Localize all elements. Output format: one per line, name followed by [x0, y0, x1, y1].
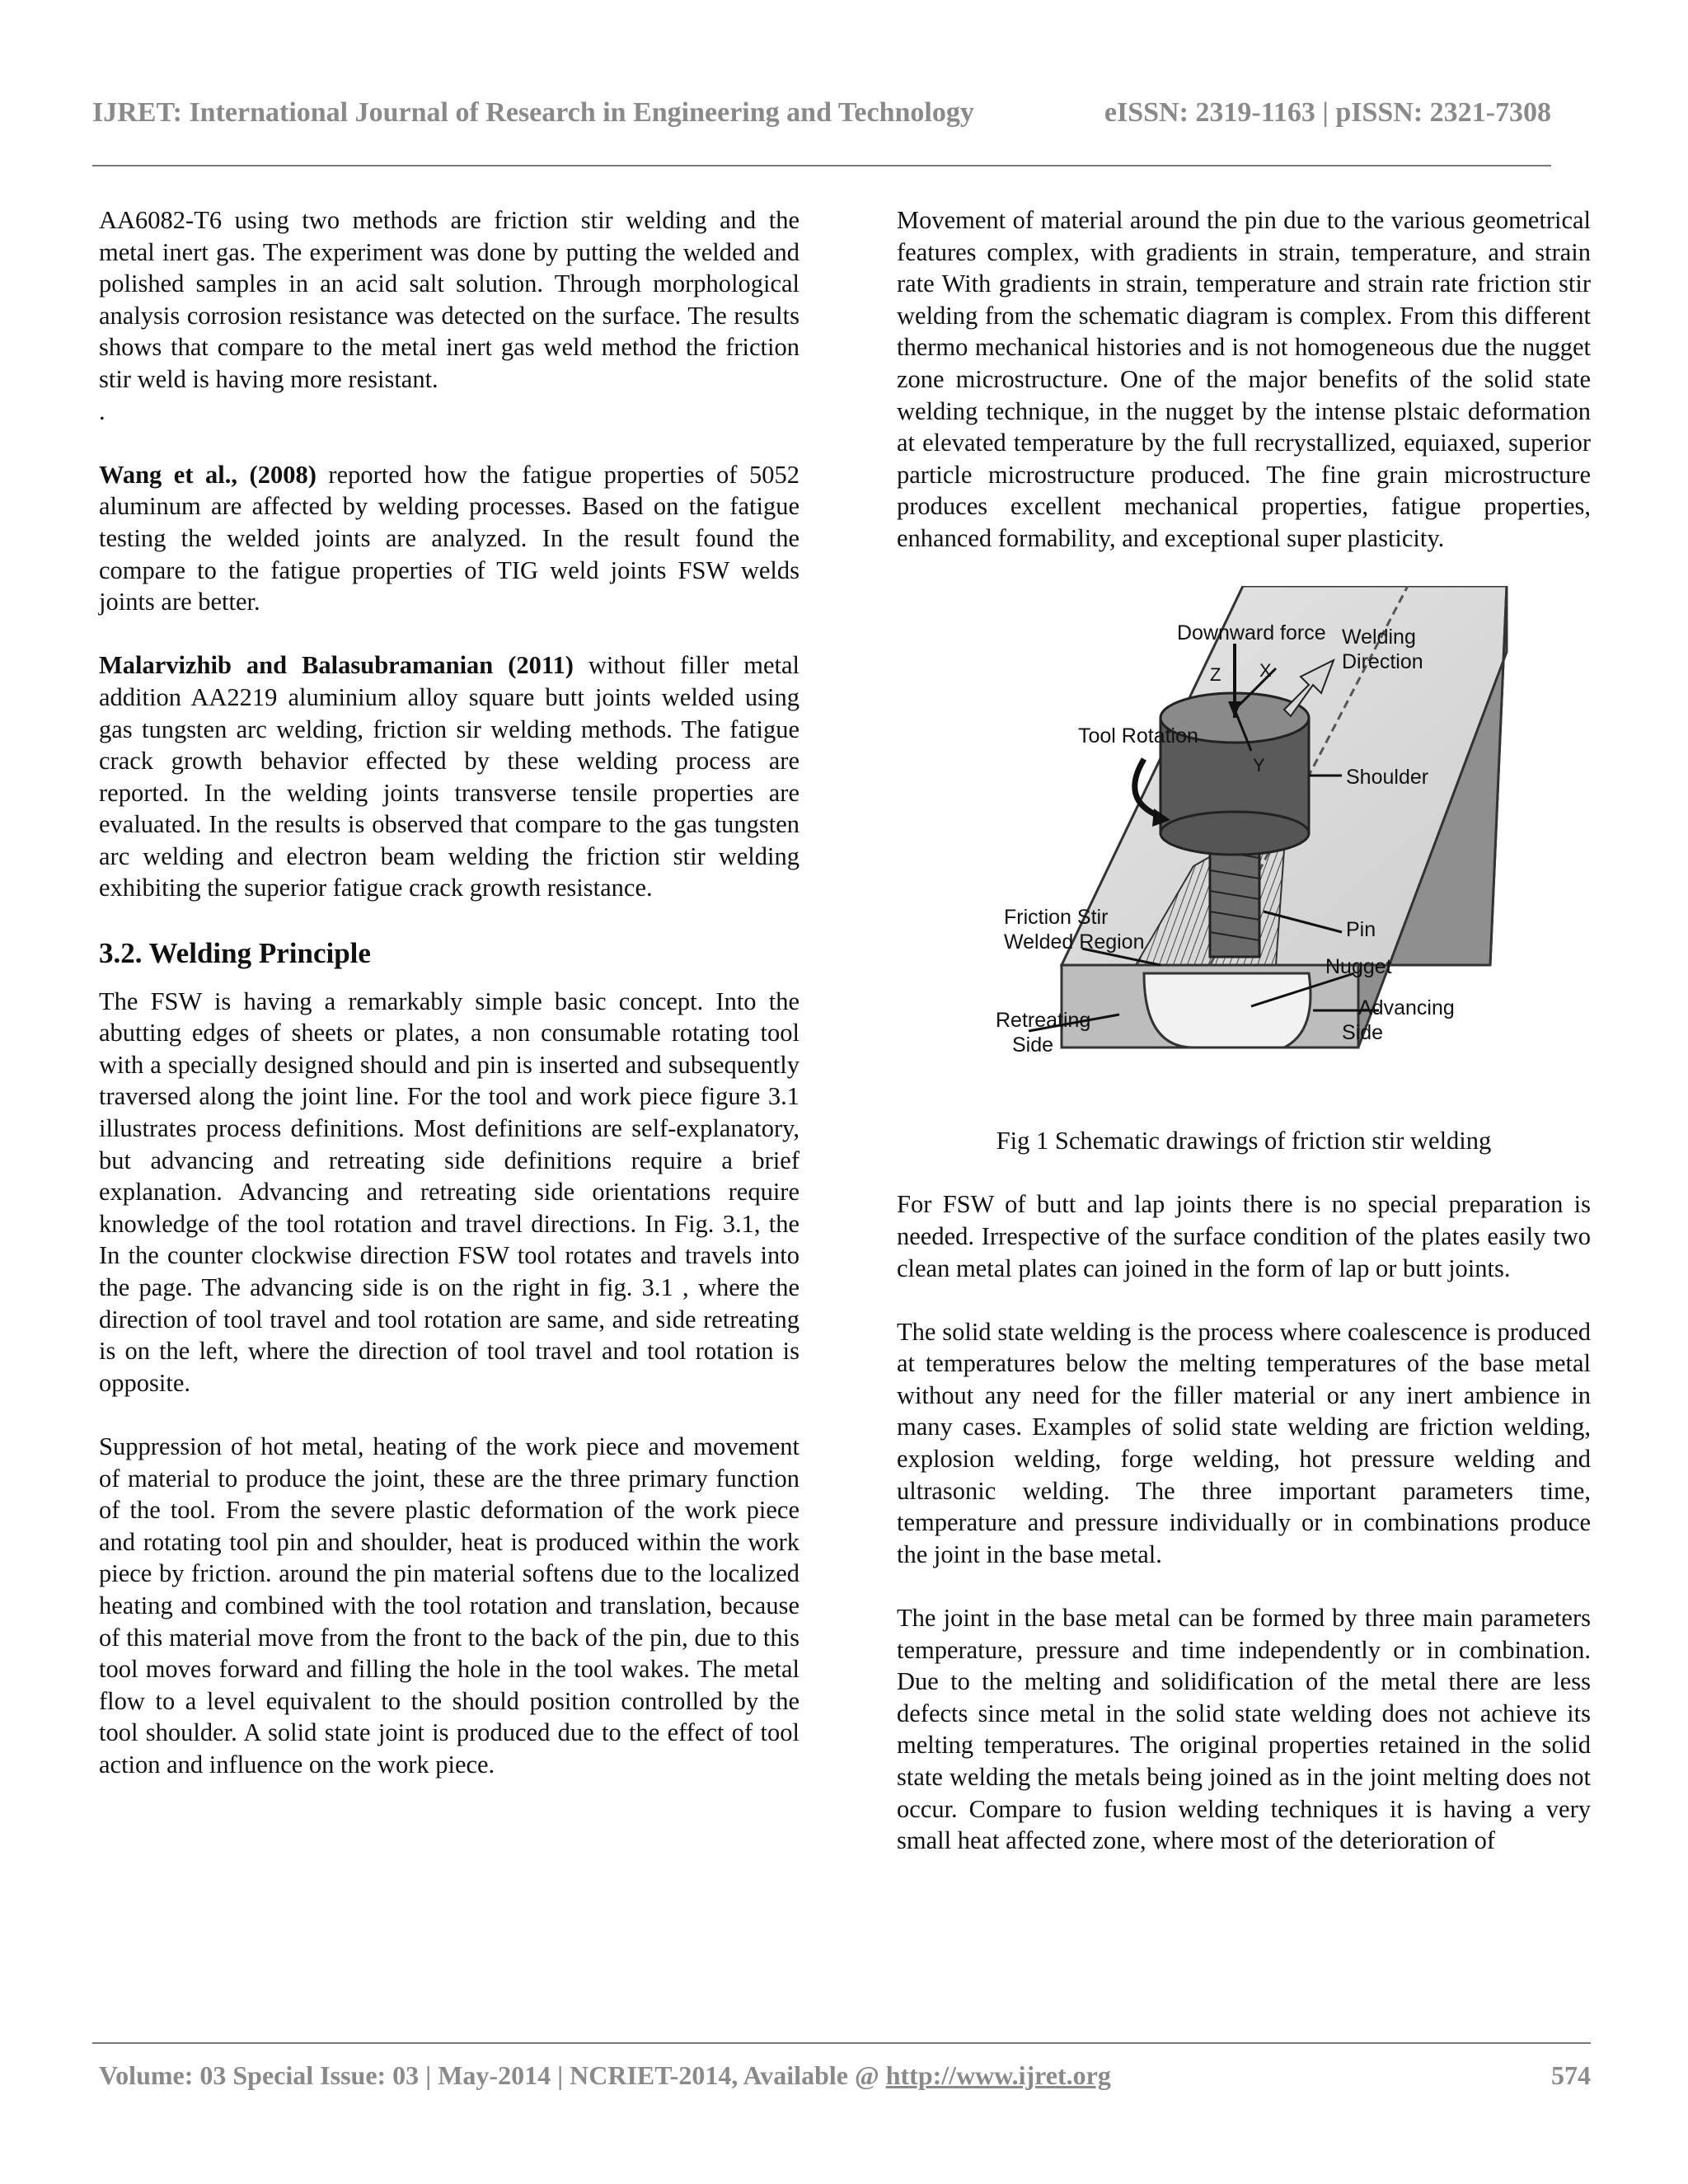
label-advancing: Advancing [1358, 996, 1455, 1020]
paragraph-wang [99, 459, 799, 618]
label-shoulder: Shoulder [1346, 766, 1429, 790]
journal-url-link[interactable]: http://www.ijret.org [885, 2060, 1111, 2090]
nugget-cross-section [1144, 973, 1311, 1047]
journal-title: IJRET: International Journal of Research in Engineering and Technology [92, 97, 974, 128]
page-header [92, 97, 1551, 129]
citation-wang: Wang et al., (2008) [99, 460, 316, 489]
paragraph: The FSW is having a remarkably simple basic concept. Into the abutting edges of sheets or plates, a non consumable rotating tool with a specially designed should and pin is inserted and subsequently traversed along the joint line. For the tool and work piece figure 3.1 illustrates process definitions. Most definitions are self-explanatory, but advancing and retreating side definitions require a brief explanation. Advancing and retreating side orientations require knowledge of the tool rotation and travel directions. In Fig. 3.1, the In the counter clockwise direction FSW tool rotates and travels into the page. The advancing side is on the right in fig. 3.1 , where the direction of tool travel and tool rotation are same, and side retreating is on the left, where the direction of tool travel and tool rotation is opposite. [99, 987, 799, 1397]
issn-info: eISSN: 2319-1163 | pISSN: 2321-7308 [1104, 97, 1551, 128]
label-pin: Pin [1346, 918, 1376, 942]
page-footer [99, 2060, 1591, 2091]
figure-caption: Fig 1 Schematic drawings of friction stir welding [996, 1127, 1492, 1155]
label-advancing-side: Side [1342, 1021, 1384, 1045]
paragraph: The joint in the base metal can be formed by three main parameters temperature, pressure and time independently or in combination. Due to the melting and solidification of the metal there are less defects since metal in the solid state welding does not achieve its melting temperatures. The original properties retained in the solid state welding the metals being joined as in the joint melting does not occur. Compare to fusion welding techniques it is having a very small heat affected zone, where most of the deterioration of [897, 1604, 1591, 1855]
label-friction-stir: Friction Stir [1004, 906, 1109, 930]
axis-label-x: X [1259, 660, 1272, 682]
paragraph: Suppression of hot metal, heating of the work piece and movement of material to produce the joint, these are the three primary function of the tool. From the severe plastic deformation of the work piece and rotating tool pin and shoulder, heat is produced within the work piece by friction. around the pin material softens due to the localized heating and combined with the tool rotation and translation, because of this material move from the front to the back of the pin, due to this tool moves forward and filling the hole in the tool wakes. The metal flow to a level equivalent to the should position controlled by the tool shoulder. A solid state joint is produced due to the effect of tool action and influence on the work piece. [99, 1432, 799, 1779]
label-welding: Welding [1342, 626, 1416, 649]
paragraph: Movement of material around the pin due to the various geometrical features complex, with gradients in strain, temperature, and strain rate With gradients in strain, temperature and strain rate friction stir welding from the schematic diagram is complex. From this different thermo mechanical histories and is not homogeneous due the nugget zone microstructure. One of the major benefits of the solid state welding technique, in the nugget by the intense plstaic deformation at elevated temperature by the full recrystallized, equiaxed, superior particle microstructure produced. The fine grain microstructure produces excellent mechanical properties, fatigue properties, enhanced formability, and exceptional super plasticity. [897, 206, 1591, 552]
page-number: 574 [1551, 2060, 1591, 2090]
fsw-schematic-drawing [897, 586, 1591, 1097]
label-tool-rotation: Tool Rotation [1078, 724, 1198, 748]
citation-malarvizhib: Malarvizhib and Balasubramanian (2011) [99, 651, 574, 680]
footer-volume-text: Volume: 03 Special Issue: 03 | May-2014 | NCRIET-2014, Available @ [99, 2060, 886, 2090]
paragraph-text: without filler metal addition AA2219 aluminium alloy square butt joints welded using gas tungsten arc welding, friction sir welding methods. The fatigue crack growth behavior effected by these welding process are reported. In the welding joints transverse tensile properties are evaluated. In the results is observed that compare to the gas tungsten arc welding and electron beam welding the friction stir welding exhibiting the superior fatigue crack growth resistance. [99, 651, 799, 902]
section-heading: 3.2. Welding Principle [99, 936, 371, 969]
header-divider [92, 165, 1551, 166]
paragraph-stray-dot: . [99, 396, 106, 425]
right-column [897, 204, 1591, 1888]
axis-label-y: Y [1253, 755, 1265, 776]
paragraph: For FSW of butt and lap joints there is no special preparation is needed. Irrespective of the surface condition of the plates easily two clean metal plates can joined in the form of lap or butt joints. [897, 1190, 1591, 1282]
label-retreating-side: Side [1012, 1033, 1054, 1057]
label-direction: Direction [1342, 650, 1423, 674]
tool-shoulder-bottom [1160, 812, 1309, 855]
label-retreating: Retreating [996, 1009, 1091, 1033]
label-downward-force: Downward force [1177, 621, 1326, 645]
label-nugget: Nugget [1325, 955, 1392, 979]
fsw-schematic-figure [897, 586, 1591, 1097]
footer-divider [92, 2042, 1591, 2044]
paragraph-text: reported how the fatigue properties of 5052 aluminum are affected by welding processes. Based on the fatigue testing the welded joints are analyzed. In the result found the compare to the fatigue properties of TIG weld joints FSW welds joints are better. [99, 460, 799, 616]
paragraph: AA6082-T6 using two methods are friction stir welding and the metal inert gas. The experiment was done by putting the welded and polished samples in an acid salt solution. Through morphological analysis corrosion resistance was detected on the surface. The results shows that compare to the metal inert gas weld method the friction stir weld is having more resistant. [99, 206, 799, 393]
paragraph: The solid state welding is the process where coalescence is produced at temperatures below the melting temperatures of the base metal without any need for the filler material or any inert ambience in many cases. Examples of solid state welding are friction welding, explosion welding, forge welding, hot pressure welding and ultrasonic welding. The three important parameters time, temperature and pressure individually or in combinations produce the joint in the base metal. [897, 1317, 1591, 1568]
footer-issue-info [99, 2060, 1111, 2091]
label-welded-region: Welded Region [1004, 930, 1145, 954]
axis-label-z: Z [1210, 664, 1221, 686]
paragraph-malarvizhib [99, 649, 799, 904]
left-column [99, 204, 799, 1812]
